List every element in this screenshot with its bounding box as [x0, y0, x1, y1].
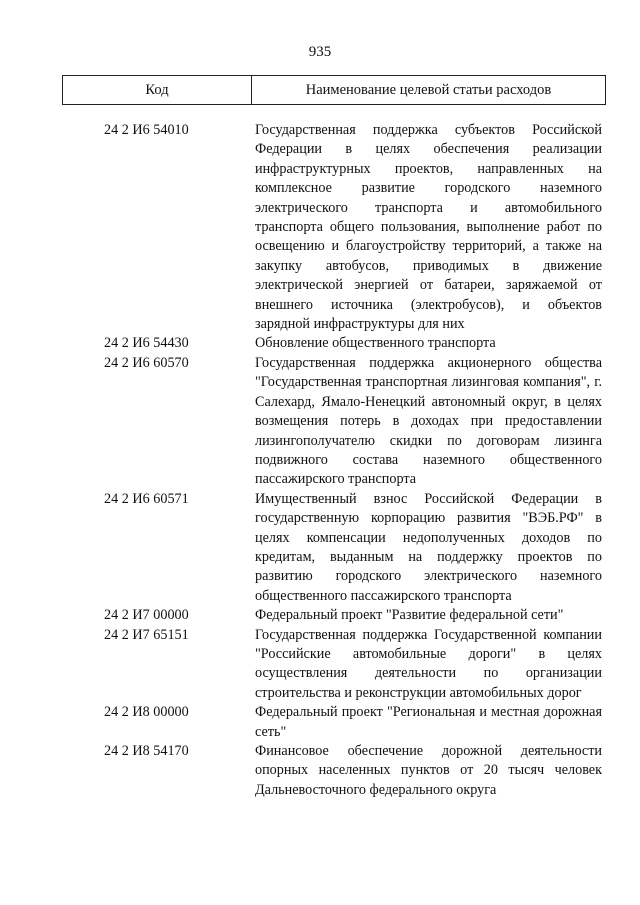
header-name-label: Наименование целевой статьи расходов	[305, 81, 552, 98]
row-code: 24 2 И8 00000	[104, 704, 189, 721]
table-row	[0, 606, 640, 625]
table-row	[0, 742, 640, 800]
row-code: 24 2 И6 54010	[104, 122, 189, 138]
row-description: Федеральный проект "Региональная и местная дорожная сеть"	[255, 704, 602, 740]
row-description: Государственная поддержка субъектов Российской Федерации в целях обеспечения реализации инфраструктурных проектов, направленных на комплексное развитие городского наземного электрического транспорта и автомобильного транспорта общего пользования, выполнение работ по освещению и благоустройству территорий, а также на закупку автобусов, приводимых в движение электрической энергией от батареи, заряжаемой от внешнего источника (электробусов), и объектов зарядной инфраструктуры для них	[255, 122, 602, 333]
table-row	[0, 354, 640, 490]
row-description: Государственная поддержка акционерного общества "Государственная транспортная лизинговая компания", г. Салехард, Ямало-Ненецкий автономный округ, в целях возмещения потерь в доходах при предоставлении лизингополучателю скидки по договорам лизинга подвижного состава наземного общественного пассажирского транспорта	[255, 354, 602, 488]
row-code: 24 2 И8 54170	[104, 743, 189, 759]
row-code: 24 2 И6 60570	[104, 354, 189, 371]
row-code: 24 2 И7 00000	[104, 607, 189, 624]
row-description: Обновление общественного транспорта	[255, 335, 496, 352]
table-row	[0, 626, 640, 704]
header-code-label: Код	[63, 76, 252, 104]
page-number: 935	[308, 44, 332, 60]
row-code: 24 2 И7 65151	[104, 626, 189, 643]
row-description: Государственная поддержка Государственной компании "Российские автомобильные дороги" в целях осуществления деятельности по организации строительства и реконструкции автомобильных дорог	[255, 626, 602, 701]
row-code: 24 2 И6 60571	[104, 490, 189, 507]
row-code: 24 2 И6 54430	[104, 335, 189, 352]
table-row	[0, 703, 640, 742]
expense-table-body	[0, 121, 640, 800]
table-row	[0, 490, 640, 606]
table-row	[0, 121, 640, 334]
row-description: Финансовое обеспечение дорожной деятельности опорных населенных пунктов от 20 тысяч человек Дальневосточного федерального округа	[255, 743, 602, 798]
table-row	[0, 334, 640, 353]
row-description: Федеральный проект "Развитие федеральной сети"	[255, 607, 564, 624]
row-description: Имущественный взнос Российской Федерации в государственную корпорацию развития "ВЭБ.РФ" в целях компенсации недополученных доходов по кредитам, выданным на поддержку проектов по развитию городского электрического наземного общественного пассажирского транспорта	[255, 490, 602, 604]
table-header	[62, 75, 606, 105]
